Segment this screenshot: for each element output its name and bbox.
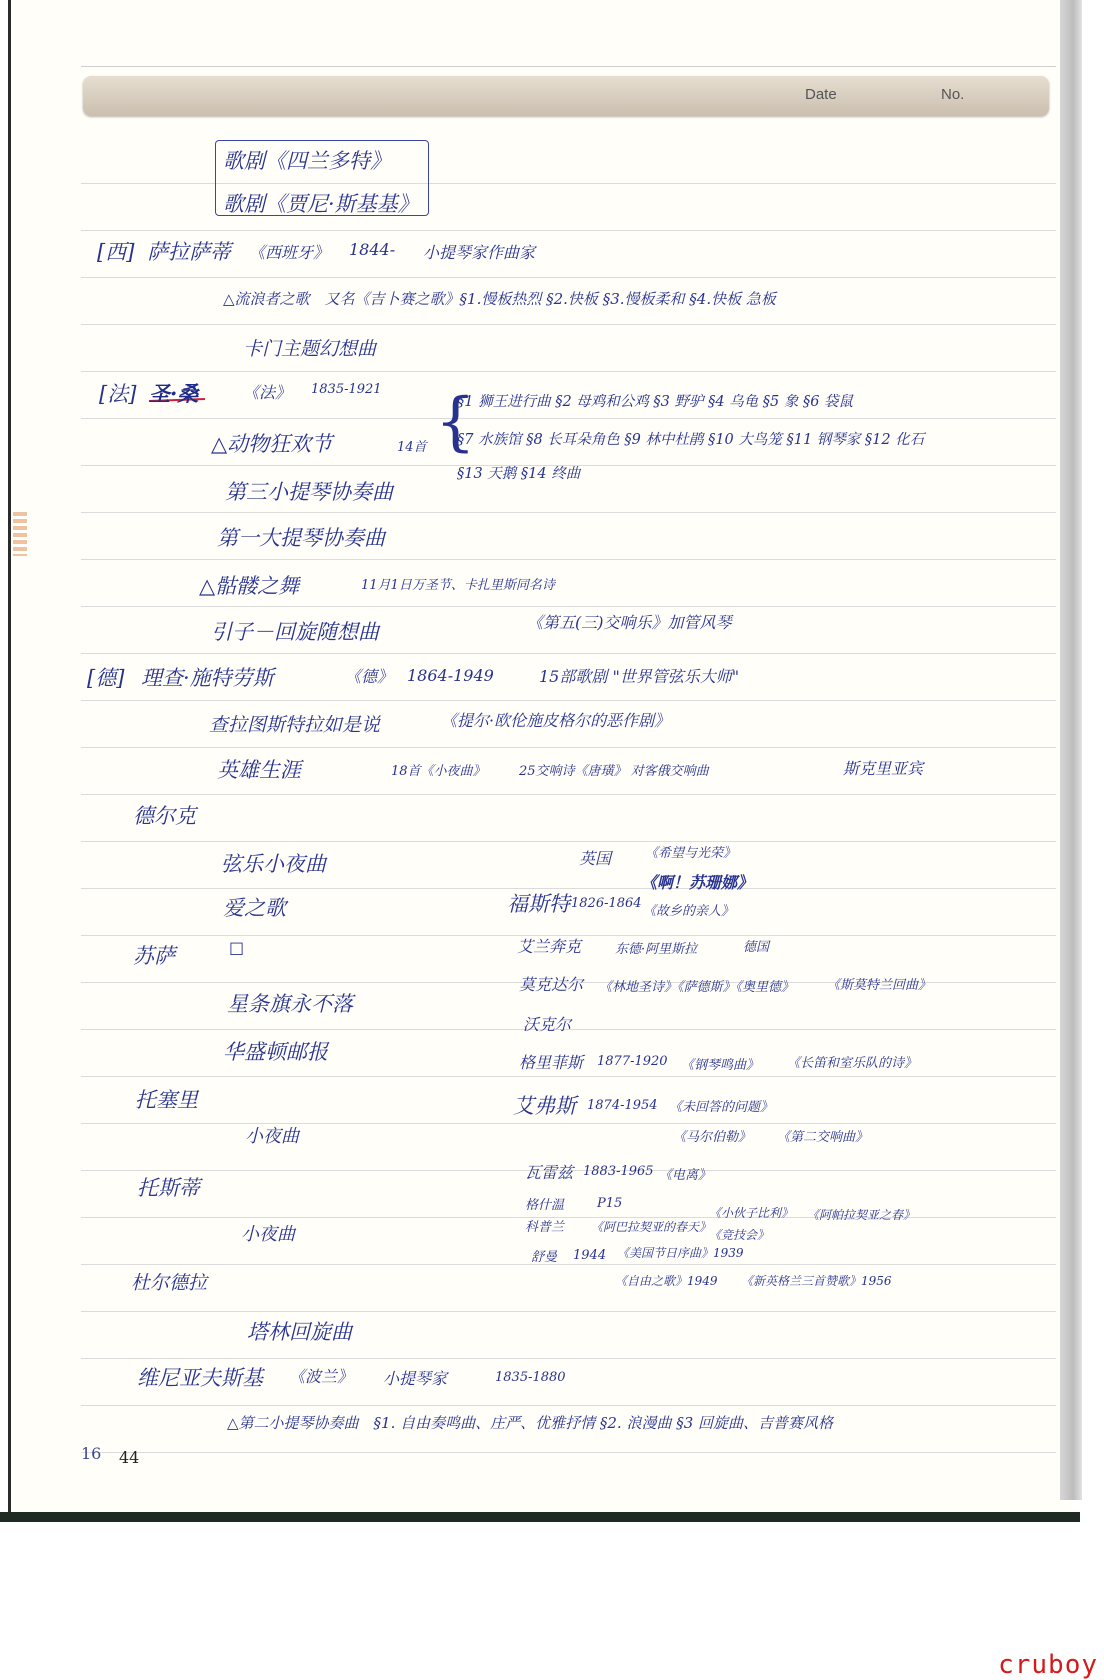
note-text: 《法》: [243, 383, 292, 402]
note-date: 1835-1921: [311, 382, 382, 397]
top-rule: [81, 66, 1056, 67]
note-text: 《未回答的问题》: [669, 1100, 774, 1115]
ruled-line: [81, 418, 1056, 419]
note-text: 艾弗斯: [513, 1094, 576, 1118]
composer-name: 德尔克: [133, 804, 196, 828]
page-header-bar: [83, 76, 1049, 116]
note-line: §1 狮王进行曲 §2 母鸡和公鸡 §3 野驴 §4 乌龟 §5 象 §6 袋鼠: [457, 394, 854, 410]
note-line: △流浪者之歌 又名《吉卜赛之歌》§1.慢板热烈 §2.快板 §3.慢板柔和 §4.快板 急板: [223, 290, 776, 308]
note-text: 《美国节日序曲》1939: [617, 1246, 744, 1260]
note-line: 第一大提琴协奏曲: [217, 526, 385, 550]
composer-name: 维尼亚夫斯基: [137, 1366, 263, 1390]
note-line: 第三小提琴协奏曲: [225, 480, 393, 504]
note-text: 15部歌剧 "世界管弦乐大师": [539, 667, 740, 686]
ruled-line: [81, 559, 1056, 560]
ruled-line: [81, 747, 1056, 748]
ruled-line: [81, 1405, 1056, 1406]
page-number: 44: [119, 1448, 140, 1467]
note-text: 瓦雷兹: [525, 1163, 574, 1182]
note-text: 德国: [743, 940, 770, 955]
country-tag: [德]: [87, 666, 125, 690]
composer-name: 托斯蒂: [137, 1176, 200, 1200]
note-line: 查拉图斯特拉如是说: [209, 714, 381, 736]
note-text: 沃克尔: [523, 1015, 572, 1034]
ruled-line: [81, 324, 1056, 325]
note-text: 科普兰: [525, 1220, 565, 1235]
note-text: 《阿巴拉契亚的春天》: [591, 1220, 712, 1234]
ruled-line: [81, 1452, 1056, 1453]
ruled-line: [81, 512, 1056, 513]
ruled-line: [81, 1076, 1056, 1077]
composer-name: 斯克里亚宾: [843, 759, 924, 778]
note-text: 《小伙子比利》: [709, 1206, 794, 1220]
page-edge: [1060, 0, 1082, 1500]
ruled-line: [81, 606, 1056, 607]
note-text: 11月1日万圣节、卡扎里斯同名诗: [361, 578, 555, 593]
note-text: 25交响诗《唐璜》 对客俄交响曲: [519, 764, 709, 779]
note-line: 星条旗永不落: [227, 992, 353, 1016]
ruled-line: [81, 1358, 1056, 1359]
note-line: §13 天鹅 §14 终曲: [457, 466, 581, 482]
note-line: 引子－回旋随想曲: [211, 620, 379, 644]
note-text: 《林地圣诗》《萨德斯》《奥里德》: [599, 980, 795, 995]
note-date: 1835-1880: [495, 1370, 566, 1385]
note-line: △骷髅之舞: [199, 574, 300, 598]
country-tag: [法]: [99, 382, 137, 406]
note-line: △第二小提琴协奏曲 §1. 自由奏鸣曲、庄严、优雅抒情 §2. 浪漫曲 §3 回旋曲、吉普赛风格: [227, 1414, 834, 1432]
note-text: 《提尔·欧伦施皮格尔的恶作剧》: [441, 711, 671, 730]
note-date: 1864-1949: [407, 666, 494, 685]
ruled-line: [81, 700, 1056, 701]
note-text: 舒曼: [531, 1250, 558, 1265]
note-text: 《自由之歌》1949: [615, 1274, 718, 1288]
ruled-line: [81, 230, 1056, 231]
composer-name: 托塞里: [135, 1088, 198, 1112]
note-text: 《波兰》: [289, 1367, 354, 1386]
note-text: 格里菲斯: [519, 1053, 584, 1072]
note-text: 《啊！苏珊娜》: [641, 873, 754, 892]
composer-name: 苏萨: [133, 944, 175, 968]
note-line: 小夜曲: [241, 1224, 295, 1245]
note-text: 《马尔伯勒》: [673, 1130, 752, 1145]
note-text: 《钢琴鸣曲》: [681, 1058, 760, 1073]
note-text: 格什温: [525, 1198, 565, 1213]
note-date: 1826-1864: [571, 896, 642, 911]
composer-name: 萨拉萨蒂: [147, 240, 231, 264]
note-line: 弦乐小夜曲: [221, 852, 326, 876]
note-text: 《阿帕拉契亚之春》: [807, 1208, 916, 1222]
note-date: 1844-: [349, 240, 396, 259]
note-line: 爱之歌: [223, 896, 286, 920]
note-line: 歌剧《贾尼·斯基基》: [223, 192, 419, 216]
note-text: □: [229, 938, 245, 957]
note-text: 《西班牙》: [249, 243, 330, 262]
composer-name: 圣·桑: [149, 381, 199, 406]
note-line: §7 水族馆 §8 长耳朵角色 §9 林中杜鹃 §10 大鸟笼 §11 钢琴家 §12 化石: [457, 432, 925, 448]
note-text: P15: [597, 1196, 623, 1211]
ruled-line: [81, 841, 1056, 842]
note-text: 艾兰奔克: [517, 937, 582, 956]
watermark: cruboy: [998, 1650, 1098, 1680]
note-text: 14首: [397, 440, 427, 455]
ruled-line: [81, 371, 1056, 372]
no-label: No.: [941, 86, 965, 103]
note-line: △动物狂欢节: [211, 432, 333, 456]
note-line: 英雄生涯: [217, 758, 301, 782]
note-line: 歌剧《四兰多特》: [223, 149, 391, 173]
ruled-line: [81, 1123, 1056, 1124]
date-label: Date: [805, 86, 837, 103]
note-text: 莫克达尔: [519, 975, 584, 994]
ruled-line: [81, 653, 1056, 654]
note-text: 《竞技会》: [709, 1228, 770, 1242]
note-text: 《希望与光荣》: [645, 846, 737, 861]
note-line: 小夜曲: [245, 1126, 299, 1147]
note-date: 1944: [573, 1248, 607, 1263]
note-text: 小提琴家: [383, 1369, 448, 1388]
note-text: 《第五(三)交响乐》加管风琴: [527, 613, 732, 632]
note-date: 1877-1920: [597, 1054, 668, 1069]
ruled-line: [81, 794, 1056, 795]
notebook-cover-edge: [0, 1512, 1080, 1522]
country-tag: [西]: [97, 240, 135, 264]
note-text: 《故乡的亲人》: [643, 904, 735, 919]
composer-name: 福斯特: [507, 892, 570, 916]
notebook-page: [8, 0, 1073, 1515]
note-text: 《长笛和室乐队的诗》: [787, 1056, 918, 1071]
note-line: 华盛顿邮报: [223, 1040, 328, 1064]
page-number: 16: [81, 1444, 102, 1463]
composer-name: 杜尔德拉: [131, 1272, 208, 1294]
ruled-line: [81, 277, 1056, 278]
note-text: 《电离》: [659, 1168, 712, 1183]
ruled-line: [81, 1264, 1056, 1265]
note-text: 小提琴家作曲家: [423, 243, 536, 262]
note-text: 东德·阿里斯拉: [615, 942, 698, 957]
note-text: 《斯莫特兰回曲》: [827, 978, 932, 993]
note-text: 《第二交响曲》: [777, 1130, 869, 1145]
note-text: 《德》: [345, 667, 394, 686]
red-stamp-mark: [13, 512, 27, 556]
note-date: 1874-1954: [587, 1098, 658, 1113]
composer-name: 理查·施特劳斯: [141, 666, 274, 690]
note-text: 18首《小夜曲》: [391, 764, 486, 779]
note-line: 塔林回旋曲: [247, 1320, 352, 1344]
brace-mark: {: [435, 385, 476, 459]
note-line: 卡门主题幻想曲: [243, 338, 377, 360]
note-date: 1883-1965: [583, 1164, 654, 1179]
note-text: 英国: [579, 849, 612, 868]
ruled-line: [81, 1311, 1056, 1312]
note-text: 《新英格兰三首赞歌》1956: [741, 1274, 892, 1288]
